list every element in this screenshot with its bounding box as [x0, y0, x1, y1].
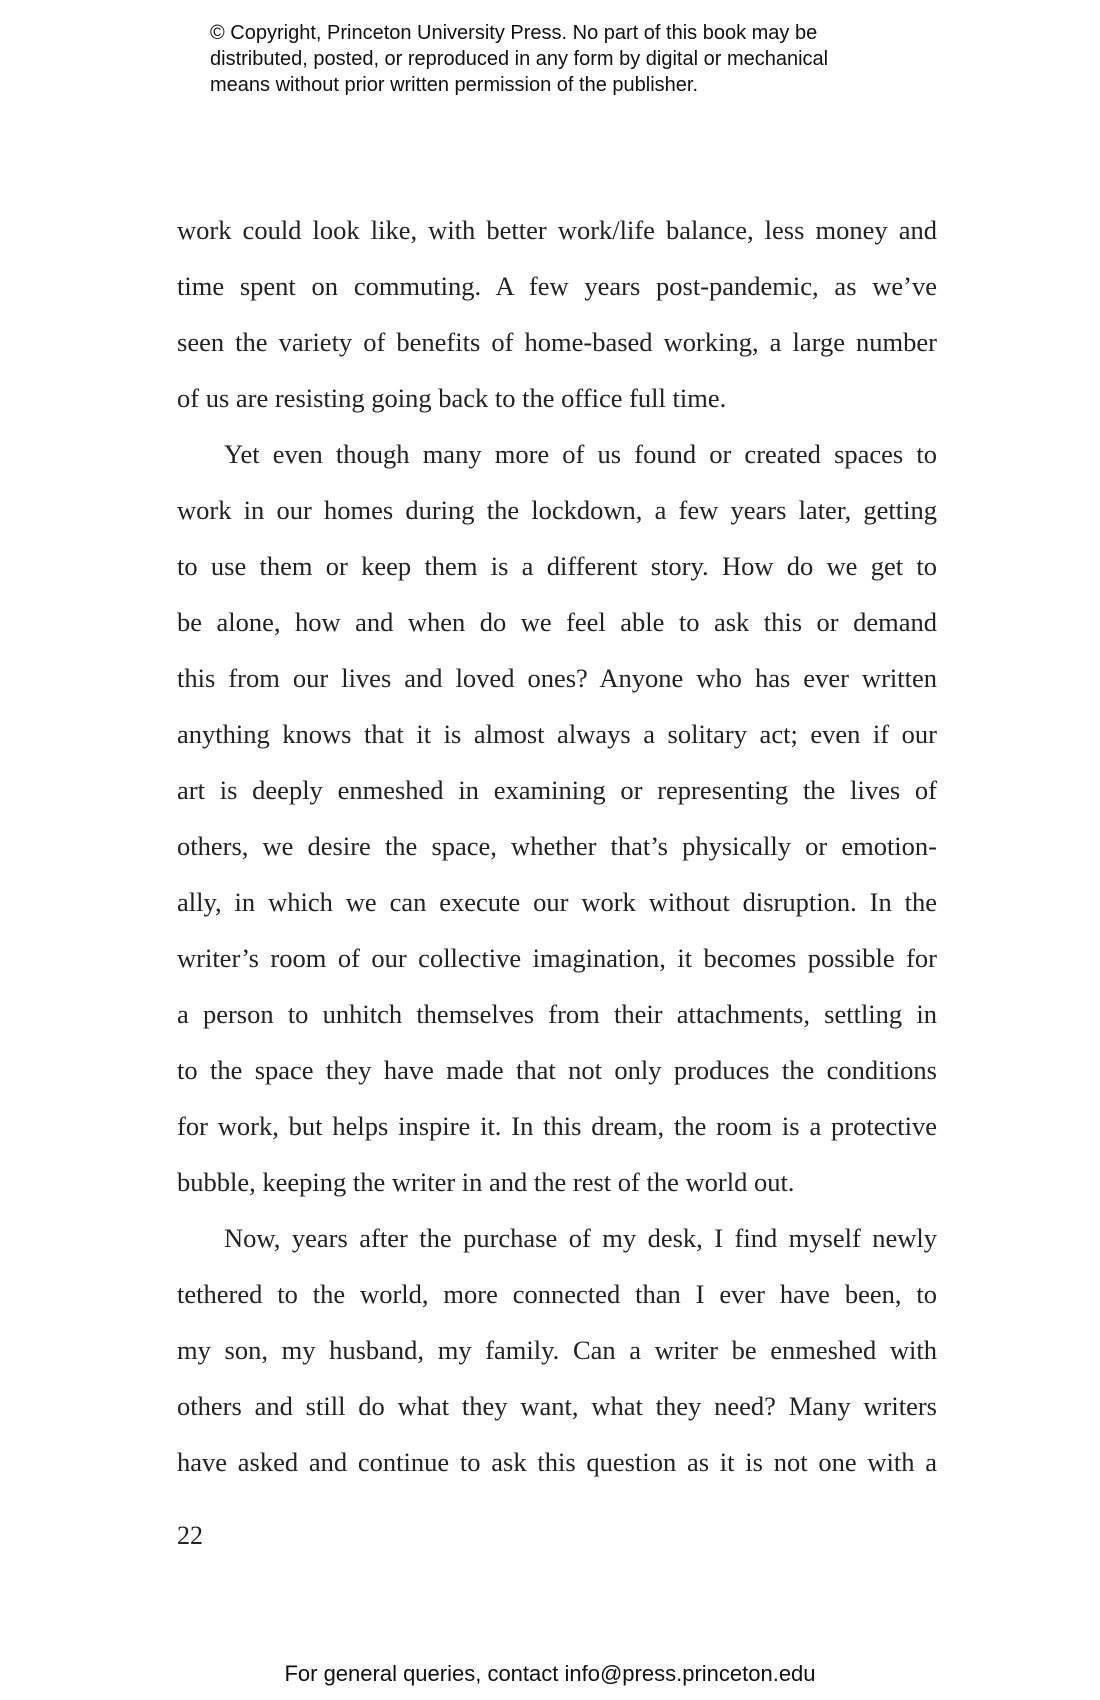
text-line: bubble, keeping the writer in and the rest of the world out.	[177, 1167, 795, 1197]
text-line: of us are resisting going back to the office full time.	[177, 383, 727, 413]
footer-contact: For general queries, contact info@press.princeton.edu	[284, 1661, 816, 1686]
copyright-line: means without prior written permission of the publisher.	[210, 74, 699, 96]
text-line: time spent on commuting. A few years post-pandemic, as we’ve	[177, 271, 937, 301]
text-line: Yet even though many more of us found or created spaces to	[224, 439, 937, 469]
text-line: others, we desire the space, whether that’s physically or emotion-	[177, 831, 937, 861]
text-line: have asked and continue to ask this question as it is not one with a	[177, 1447, 937, 1477]
page-number: 22	[177, 1521, 203, 1550]
copyright-line: distributed, posted, or reproduced in any form by digital or mechanical	[210, 48, 829, 70]
text-line: art is deeply enmeshed in examining or representing the lives of	[177, 775, 937, 805]
copyright-line: © Copyright, Princeton University Press. No part of this book may be	[210, 22, 818, 44]
text-line: for work, but helps inspire it. In this dream, the room is a protective	[177, 1111, 937, 1141]
text-line: ally, in which we can execute our work without disruption. In the	[177, 887, 937, 917]
text-line: writer’s room of our collective imagination, it becomes possible for	[177, 943, 937, 973]
text-line: others and still do what they want, what they need? Many writers	[177, 1391, 937, 1421]
text-line: to use them or keep them is a different story. How do we get to	[177, 551, 937, 581]
text-line: this from our lives and loved ones? Anyone who has ever written	[177, 663, 937, 693]
text-line: tethered to the world, more connected than I ever have been, to	[177, 1279, 937, 1309]
body-text	[177, 202, 937, 1490]
text-line: work could look like, with better work/life balance, less money and	[177, 215, 937, 245]
text-line: to the space they have made that not only produces the conditions	[177, 1055, 937, 1085]
text-line: be alone, how and when do we feel able to ask this or demand	[177, 607, 937, 637]
text-line: seen the variety of benefits of home-based working, a large number	[177, 327, 937, 357]
text-line: Now, years after the purchase of my desk, I find myself newly	[224, 1223, 937, 1253]
text-line: work in our homes during the lockdown, a few years later, getting	[177, 495, 937, 525]
copyright-notice	[210, 20, 910, 98]
text-line: a person to unhitch themselves from their attachments, settling in	[177, 999, 937, 1029]
text-line: anything knows that it is almost always a solitary act; even if our	[177, 719, 937, 749]
text-line: my son, my husband, my family. Can a writer be enmeshed with	[177, 1335, 937, 1365]
